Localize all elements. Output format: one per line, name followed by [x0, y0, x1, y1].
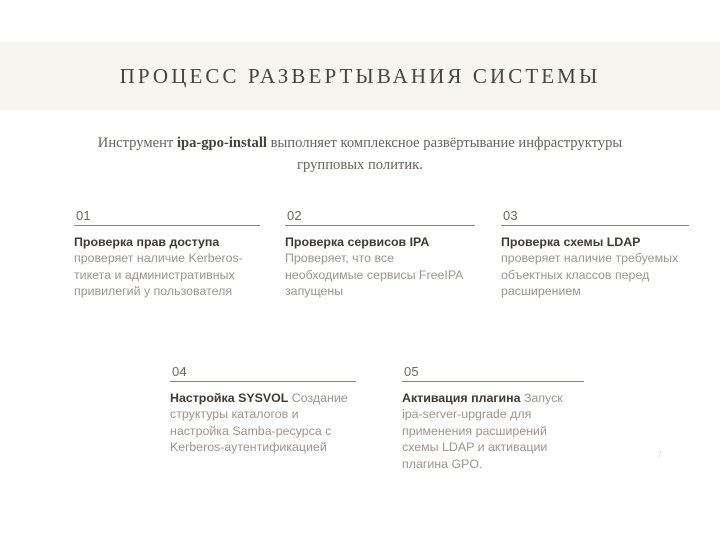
step-text — [170, 390, 356, 456]
step-divider — [501, 225, 689, 226]
step-divider — [402, 381, 584, 382]
step-description: Создание структуры каталогов и настройка Samba-ресурса с Kerberos-аутентификацией — [170, 391, 348, 455]
step-heading: Настройка SYSVOL — [170, 391, 289, 405]
step-text — [402, 390, 584, 472]
step-item-03 — [501, 208, 689, 300]
subtitle-text-after: выполняет комплексное развёртывание инфраструктуры групповых политик. — [266, 135, 623, 173]
step-heading: Проверка сервисов IPA — [285, 235, 430, 249]
step-number: 04 — [172, 364, 187, 379]
step-divider — [74, 225, 260, 226]
step-item-01 — [74, 208, 260, 300]
slide-page-number: 7 — [657, 450, 663, 460]
step-number: 05 — [404, 364, 419, 379]
subtitle-text-before: Инструмент — [97, 135, 177, 151]
step-description: проверяет наличие Kerberos-тикета и административных привилегий у пользователя — [74, 251, 243, 299]
step-description: Проверяет, что все необходимые сервисы FreeIPA запущены — [285, 251, 463, 299]
step-description: проверяет наличие требуемых объектных классов перед расширением — [501, 251, 679, 299]
step-number: 03 — [503, 208, 518, 223]
step-heading: Проверка прав доступа — [74, 235, 220, 249]
page-title: ПРОЦЕСС РАЗВЕРТЫВАНИЯ СИСТЕМЫ — [119, 63, 601, 88]
step-divider — [285, 225, 475, 226]
subtitle-emphasis-command: ipa-gpo-install — [176, 135, 267, 151]
step-description: Запуск ipa-server-upgrade для применения расширений схемы LDAP и активации плагина GPO. — [402, 391, 563, 471]
step-number: 02 — [287, 208, 302, 223]
step-item-05 — [402, 364, 584, 472]
step-heading: Проверка схемы LDAP — [501, 235, 641, 249]
step-text — [501, 234, 689, 300]
step-divider — [170, 381, 356, 382]
step-item-02 — [285, 208, 475, 300]
step-item-04 — [170, 364, 356, 456]
step-text — [285, 234, 475, 300]
slide-subtitle — [95, 132, 625, 176]
step-text — [74, 234, 260, 300]
step-heading: Активация плагина — [402, 391, 521, 405]
step-number: 01 — [76, 208, 91, 223]
